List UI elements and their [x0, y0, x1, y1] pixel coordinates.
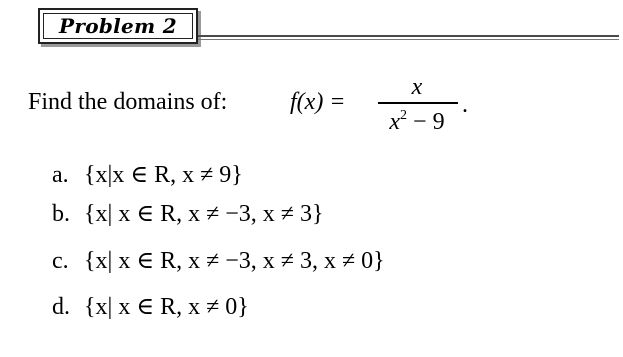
problem-title: Problem 2 [59, 14, 177, 38]
option-d-expression: {x| x ∈ R, x ≠ 0} [84, 294, 249, 320]
question-terminator: . [462, 92, 468, 118]
option-b-label: b. [52, 201, 70, 227]
fraction-numerator: x [411, 74, 423, 100]
option-a[interactable] [52, 160, 243, 190]
function-lhs [290, 88, 346, 116]
denominator-base: x [389, 109, 401, 135]
option-d[interactable] [52, 292, 249, 322]
problem-header-box [38, 8, 198, 44]
option-b[interactable] [52, 199, 324, 229]
option-d-label: d. [52, 294, 70, 320]
function-lhs-text: f(x) = [290, 89, 346, 115]
denominator-rest: − 9 [407, 109, 445, 135]
option-b-expression: {x| x ∈ R, x ≠ −3, x ≠ 3} [84, 201, 324, 227]
option-c-label: c. [52, 248, 69, 274]
option-a-expression: {x|x ∈ R, x ≠ 9} [84, 162, 243, 188]
function-fraction [376, 68, 458, 148]
header-rule-top [198, 35, 619, 37]
fraction-bar [378, 102, 458, 104]
denominator-exponent: 2 [400, 108, 408, 123]
problem-header-inner [43, 13, 193, 39]
option-a-label: a. [52, 162, 69, 188]
option-c-expression: {x| x ∈ R, x ≠ −3, x ≠ 3, x ≠ 0} [84, 248, 385, 274]
fraction-denominator [376, 108, 458, 136]
question-prompt: Find the domains of: [28, 89, 228, 115]
option-c[interactable] [52, 246, 385, 276]
header-rule-bottom [198, 39, 619, 40]
